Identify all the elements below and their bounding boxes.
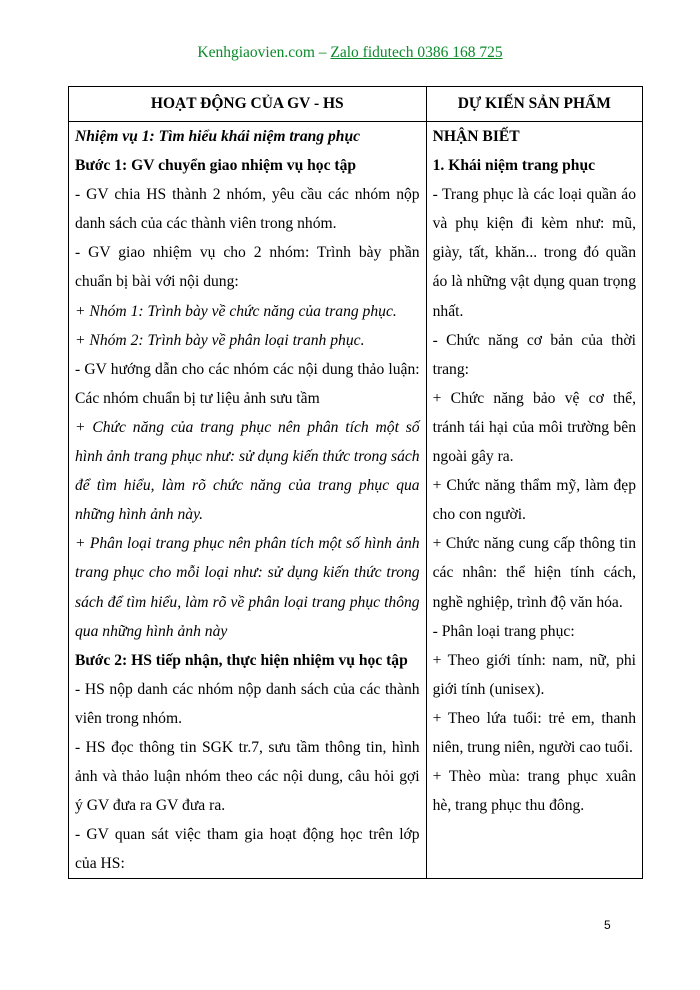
site-name: Kenhgiaovien.com bbox=[197, 44, 315, 61]
page-header bbox=[0, 44, 700, 62]
paragraph: - GV quan sát việc tham gia hoạt động học trên lớp của HS: bbox=[75, 826, 420, 873]
paragraph: - GV chia HS thành 2 nhóm, yêu cầu các nhóm nộp danh sách của các thành viên trong nhóm. bbox=[75, 186, 420, 233]
paragraph: + Thèo mùa: trang phục xuân hè, trang phục thu đông. bbox=[432, 768, 636, 815]
paragraph: + Chức năng bảo vệ cơ thể, tránh tái hại của môi trường bên ngoài gây ra. bbox=[432, 389, 636, 466]
paragraph: + Chức năng thẩm mỹ, làm đẹp cho con người. bbox=[432, 477, 636, 524]
paragraph: + Chức năng cung cấp thông tin các nhân: thể hiện tính cách, nghề nghiệp, trình độ văn hóa. bbox=[432, 535, 636, 611]
zalo-contact-link[interactable]: Zalo fidutech 0386 168 725 bbox=[330, 44, 503, 61]
column-header-activities: HOẠT ĐỘNG CỦA GV - HS bbox=[69, 87, 427, 122]
paragraph: - HS đọc thông tin SGK tr.7, sưu tầm thông tin, hình ảnh và thảo luận nhóm theo các nội dung, câu hỏi gợi ý GV đưa ra GV đưa ra. bbox=[75, 738, 420, 815]
section-subtitle: 1. Khái niệm trang phục bbox=[432, 157, 596, 175]
table-row bbox=[69, 122, 643, 879]
paragraph: + Chức năng của trang phục nên phân tích một số hình ảnh trang phục như: sử dụng kiến thức trong sách để tìm hiểu, làm rõ chức năng của trang phục qua những hình ảnh này. bbox=[75, 418, 420, 524]
paragraph: - Phân loại trang phục: bbox=[432, 622, 575, 640]
paragraph: + Theo lứa tuổi: trẻ em, thanh niên, trung niên, người cao tuổi. bbox=[432, 709, 636, 756]
paragraph: + Phân loại trang phục nên phân tích một số hình ảnh trang phục cho mỗi loại như: sử dụng kiến thức trong sách để tìm hiểu, làm rõ về phân loại trang phục thông qua những hình ảnh này bbox=[75, 535, 420, 640]
column-header-products: DỰ KIẾN SẢN PHẨM bbox=[426, 87, 642, 122]
paragraph: + Theo giới tính: nam, nữ, phi giới tính (unisex). bbox=[432, 651, 636, 698]
task-heading: Nhiệm vụ 1: Tìm hiểu khái niệm trang phục bbox=[75, 128, 361, 145]
table-header-row bbox=[69, 87, 643, 122]
paragraph: - Chức năng cơ bản của thời trang: bbox=[432, 331, 636, 378]
activities-cell bbox=[69, 122, 427, 879]
paragraph: - GV hướng dẫn cho các nhóm các nội dung thảo luận: Các nhóm chuẩn bị tư liệu ảnh sưu tầm bbox=[75, 360, 420, 407]
lesson-table bbox=[68, 86, 643, 879]
paragraph: + Nhóm 2: Trình bày về phân loại tranh phục. bbox=[75, 331, 365, 349]
paragraph: - HS nộp danh các nhóm nộp danh sách của các thành viên trong nhóm. bbox=[75, 680, 420, 727]
page-number: 5 bbox=[604, 918, 611, 932]
products-cell bbox=[426, 122, 642, 879]
paragraph: - Trang phục là các loại quần áo và phụ kiện đi kèm như: mũ, giày, tất, khăn... trong đó quần áo là những vật dụng quan trọng nhất. bbox=[432, 186, 636, 320]
paragraph: - GV giao nhiệm vụ cho 2 nhóm: Trình bày phần chuẩn bị bài với nội dung: bbox=[75, 244, 420, 291]
step-heading: Bước 1: GV chuyển giao nhiệm vụ học tập bbox=[75, 157, 357, 175]
paragraph: + Nhóm 1: Trình bày về chức năng của trang phục. bbox=[75, 302, 397, 320]
section-title: NHẬN BIẾT bbox=[432, 128, 520, 145]
header-separator: – bbox=[314, 44, 331, 61]
step-heading: Bước 2: HS tiếp nhận, thực hiện nhiệm vụ học tập bbox=[75, 651, 408, 669]
